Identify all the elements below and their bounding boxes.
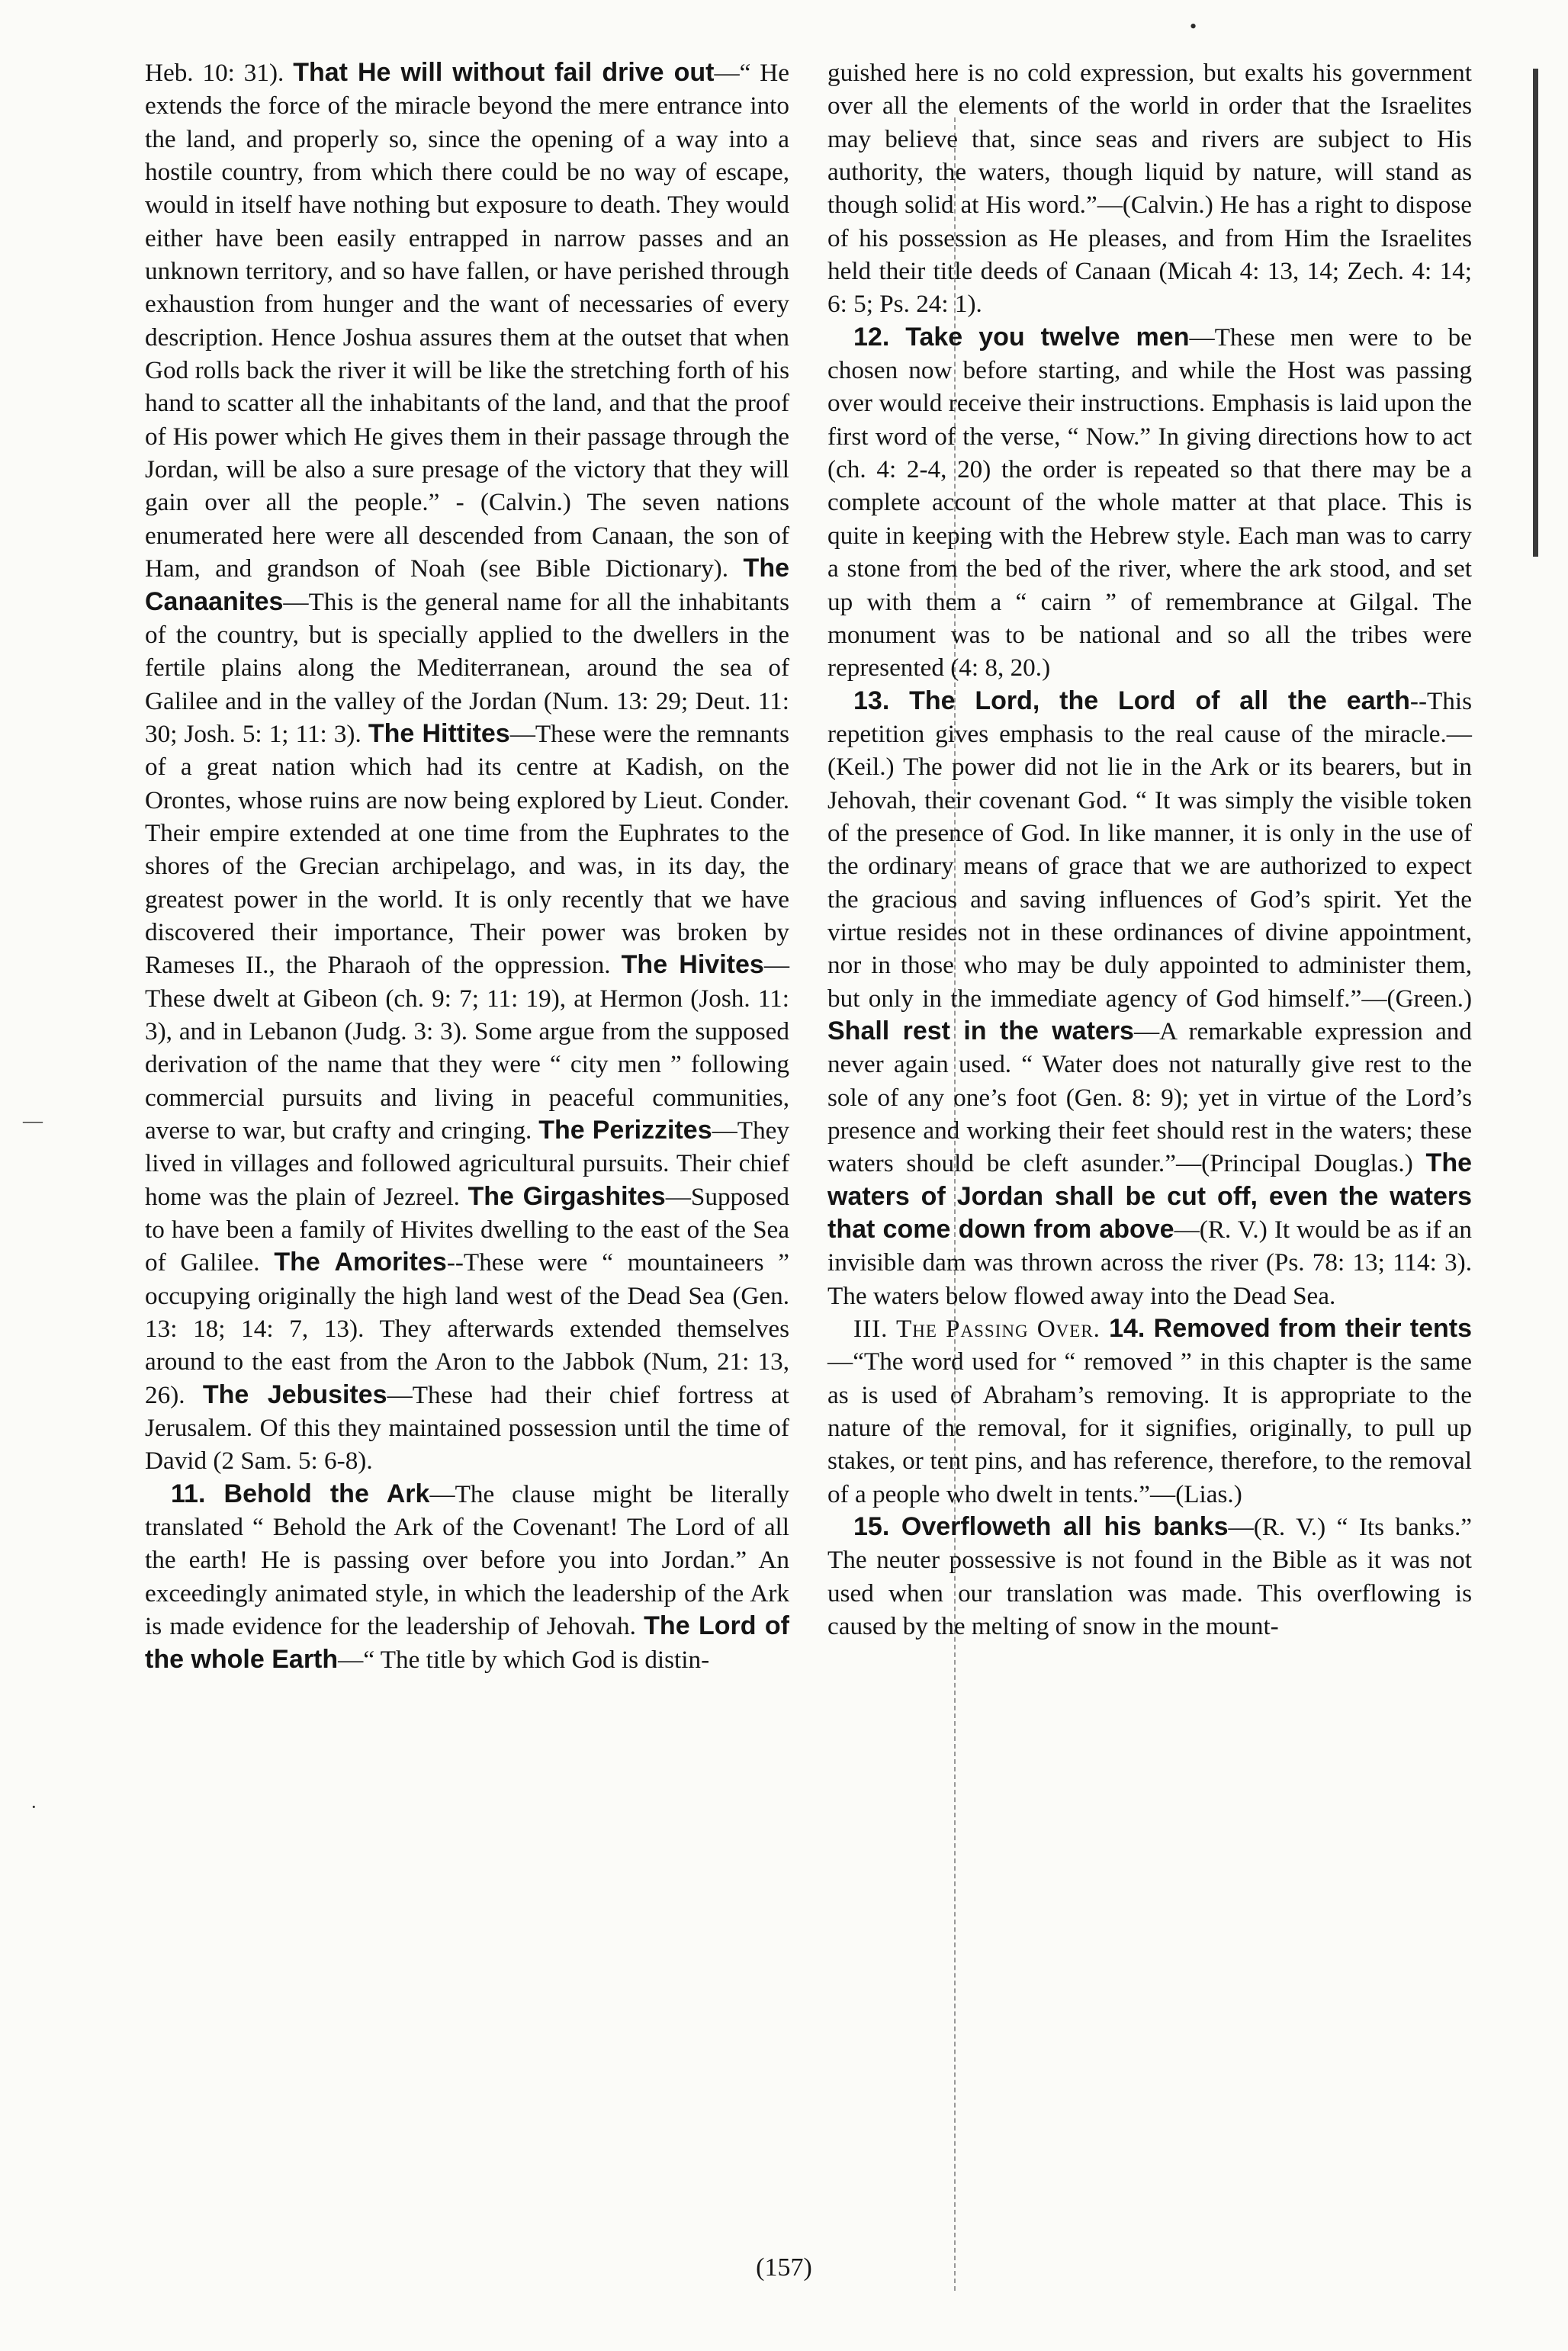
entry-heading: The Lord of the whole Earth xyxy=(145,1611,790,1674)
body-text: —“ The title by which God is distin- xyxy=(338,1645,710,1674)
entry-heading: The Hivites xyxy=(621,950,764,980)
scan-edge-mark xyxy=(1533,69,1538,557)
body-text: —These had their chief fortress at Jerusalem. Of this they maintained possession until the time of David (2 Sam. 5: 6-8). xyxy=(145,1380,789,1476)
entry-heading: 12. Take you twelve men xyxy=(853,322,1190,352)
entry-heading: The Amorites xyxy=(274,1248,447,1277)
paragraph xyxy=(145,1478,789,1676)
body-text: —A remarkable expression and never again used. “ Water does not naturally give rest to the sole of any one’s foot (Gen. 8: 9); yet in virtue of the Lord’s presence and working their feet should rest in the waters; these waters should be cleft asunder.”—(Principal Douglas.) xyxy=(827,1017,1472,1178)
body-text: —Supposed to have been a family of Hivites dwelling to the east of the Sea of Galilee. xyxy=(145,1182,789,1277)
body-text: guished here is no cold expression, but exalts his government over all the elements of the world in order that the Israelites may believe that, since seas and rivers are subject to His authority, the waters, though liquid by nature, will stand as though solid at His word.”—(Calvin.) He has a right to dispose of his possession as He pleases, and from Him the Israelites held their title deeds of Canaan (Micah 4: 13, 14; Zech. 4: 14; 6: 5; Ps. 24: 1). xyxy=(827,59,1472,319)
body-text: Heb. 10: 31). xyxy=(145,59,294,87)
entry-heading: 11. Behold the Ark xyxy=(171,1479,430,1508)
body-text: —The clause might be literally translated “ Behold the Ark of the Covenant! The Lord of all the earth! He is passing over before you into Jordan.” An exceedingly animated style, in which the leadership of the Ark is made evidence for the leadership of Jehovah. xyxy=(145,1479,790,1641)
body-text: —“ He extends the force of the miracle beyond the mere entrance into the land, and properly so, since the opening of a way into a hostile country, from which there could be no way of escape, would in itself have nothing but exposure to death. They would either have been easily entrapped in narrow passes and an unknown territory, and so have fallen, or have perished through exhaustion from hunger and the want of necessaries of every description. Hence Joshua assures them at the outset that when God rolls back the river it will be like the stretching forth of his hand to scatter all the inhabitants of the land, and that the proof of His power which He gives them in their passage through the Jordan, will be also a sure presage of the victory that they will gain over all the people.” - (Calvin.) The seven nations enumerated here were all descended from Canaan, the son of Ham, and grandson of Noah (see Bible Dictionary). xyxy=(145,59,789,583)
right-column xyxy=(827,56,1472,1643)
body-text: —“The word used for “ removed ” in this chapter is the same as is used of Abraham’s removing. It is appropriate to the nature of the removal, for it signifies, originally, to pull up stakes, or tent pins, and has reference, therefore, to the removal of a people who dwelt in tents.”—(Lias.) xyxy=(827,1347,1472,1508)
body-text: --These were “ mountaineers ” occupying originally the high land west of the Dead Sea (Gen. 13: 18; 14: 7, 13). They afterwards extended themselves around to the east from the Aron to the Jabbok (Num, 21: 13, 26). xyxy=(145,1248,789,1409)
entry-heading: That He will without fail drive out xyxy=(293,58,715,87)
scan-speck: • xyxy=(1190,15,1197,37)
entry-heading: The Girgashites xyxy=(468,1181,666,1211)
left-column xyxy=(145,56,789,1676)
body-text: —(R. V.) “ Its banks.” The neuter possessive is not found in the Bible as it was not used when our translation was made. This overflowing is caused by the melting of snow in the mount- xyxy=(827,1513,1472,1641)
entry-heading: 13. The Lord, the Lord of all the earth xyxy=(853,686,1410,715)
entry-heading: The waters of Jordan shall be cut off, even the waters that come down from above xyxy=(827,1148,1472,1245)
entry-heading: 15. Overfloweth all his banks xyxy=(853,1512,1229,1542)
entry-heading: Shall rest in the waters xyxy=(827,1016,1134,1045)
paragraph xyxy=(827,56,1472,321)
entry-heading: 14. Removed from their tents xyxy=(1109,1314,1473,1344)
paragraph xyxy=(827,1511,1472,1643)
paragraph xyxy=(145,56,789,1478)
body-text: —This is the general name for all the inhabitants of the country, but is specially applied to the dwellers in the fertile plains along the Mediterranean, around the sea of Galilee and in the valley of the Jordan (Num. 13: 29; Deut. 11: 30; Josh. 5: 1; 11: 3). xyxy=(145,587,789,748)
section-heading: III. The Passing Over. xyxy=(853,1315,1110,1344)
page xyxy=(145,56,1472,2314)
body-text: —These dwelt at Gibeon (ch. 9: 7; 11: 19), at Hermon (Josh. 11: 3), and in Lebanon (Judg. 3: 3). Some argue from the supposed derivation of the name that they were “ city men ” following commercial pursuits and living in peaceful communities, averse to war, but crafty and cringing. xyxy=(145,951,789,1145)
body-text: —These were the remnants of a great nation which had its centre at Kadish, on the Orontes, whose ruins are now being explored by Lieut. Conder. Their empire extended at one time from the Euphrates to the shores of the Grecian archipelago, and was, in its day, the greatest power in the world. It is only recently that we have discovered their importance, Their power was broken by Rameses II., the Pharaoh of the oppression. xyxy=(145,719,789,980)
entry-heading: The Perizzites xyxy=(538,1116,712,1145)
body-text: —These men were to be chosen now before starting, and while the Host was passing over would receive their instructions. Emphasis is laid upon the first word of the verse, “ Now.” In giving directions how to act (ch. 4: 2-4, 20) the order is repeated so that there may be a complete account of the whole matter at that place. This is quite in keeping with the Hebrew style. Each man was to carry a stone from the bed of the river, where the ark stood, and set up with them a “ cairn ” of remembrance at Gilgal. The monument was to be national and so all the tribes were represented (4: 8, 20.) xyxy=(827,323,1472,682)
body-text: --This repetition gives emphasis to the real cause of the miracle.—(Keil.) The power did not lie in the Ark or its bearers, but in Jehovah, their covenant God. “ It was simply the visible token of the presence of God. In like manner, it is only in the use of the ordinary means of grace that we are authorized to expect the gracious and saving influences of God’s spirit. Yet the virtue resides not in these ordinances of divine appointment, nor in those who may be duly appointed to administer them, but only in the immediate agency of God himself.”—(Green.) xyxy=(827,686,1472,1013)
body-text: —(R. V.) It would be as if an invisible dam was thrown across the river (Ps. 78: 13; 114: 3). The waters below flowed away into the Dead Sea. xyxy=(827,1216,1472,1310)
paragraph xyxy=(827,1312,1472,1511)
entry-heading: The Jebusites xyxy=(202,1379,387,1409)
entry-heading: The Hittites xyxy=(368,718,510,748)
page-number: (157) xyxy=(756,2253,812,2282)
entry-heading: The Canaanites xyxy=(145,554,789,616)
scan-speck: — xyxy=(23,1110,43,1132)
paragraph xyxy=(827,321,1472,685)
scan-speck: · xyxy=(31,1796,37,1818)
paragraph xyxy=(827,685,1472,1313)
body-text: —They lived in villages and followed agricultural pursuits. Their chief home was the plain of Jezreel. xyxy=(145,1116,789,1211)
